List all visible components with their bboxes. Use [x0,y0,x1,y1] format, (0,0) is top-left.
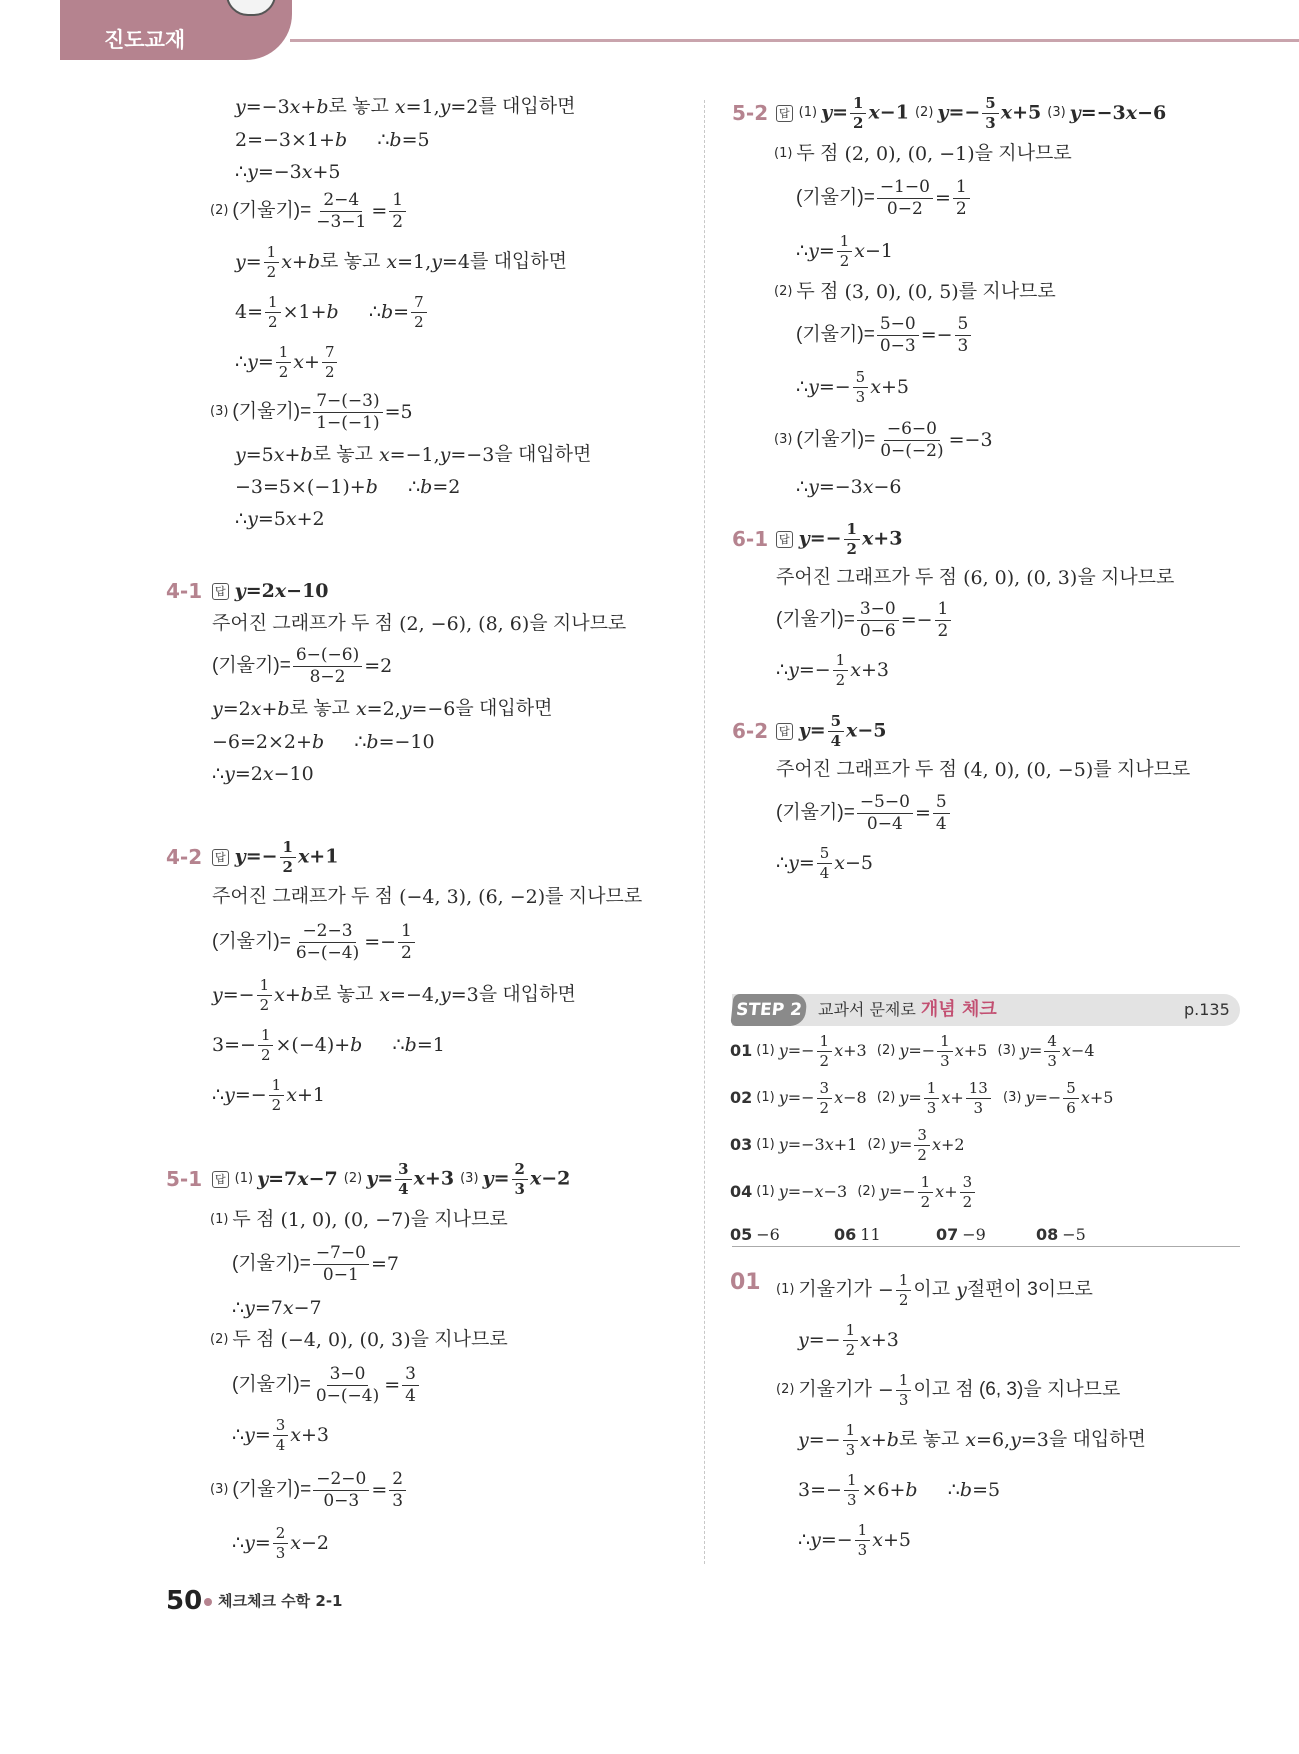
math-line: ∴ y =−3 x −6 [796,476,902,498]
short-answer-row: 02 (1) y =− 3 2 x −8 (2) y = 1 3 x + 13 3 (3) y =− 5 6 x +5 [730,1078,1114,1117]
math-line: ∴ y =2 x −10 [212,763,314,785]
bullet-icon [204,1598,212,1606]
page-reference: p.135 [1184,1000,1230,1019]
answer-line: 답 y=− $\frac{1}{2}$ x+1 [212,842,338,872]
math-line: 3=− 1 2 ×(−4)+ b ∴ b =1 [212,1025,445,1064]
math-line: (기울기)= $\frac{3-0}{0-6}$ =− 1 2 [776,605,953,635]
answer-line: 답 (1) y=7x−7 (2) y= $\frac{3}{4}$ x+3 (3) y= $\frac{2}{3}$ x−2 [212,1164,570,1194]
short-answer-row: 01 (1) y =− 1 2 x +3 (2) y =− 1 3 x +5 (3) y = 4 3 x −4 [730,1031,1095,1070]
answer-badge: 답 [212,583,229,600]
page-number: 50 [166,1586,203,1616]
math-line: y =− 1 2 x + b 로 놓고 x =−4, y =3 을 대입하면 [212,975,576,1014]
math-line: y =5 x + b 로 놓고 x =−1, y =−3 을 대입하면 [235,444,592,466]
answer-badge: 답 [776,105,793,122]
math-line: (2) (기울기)= $\frac{2-4}{-3-1}$ = 1 2 [210,196,408,226]
math-line: y =−3 x + b 로 놓고 x =1, y =2 를 대입하면 [235,96,576,118]
answer-line: 답 y= $\frac{5}{4}$ x−5 [776,716,887,746]
step-badge: STEP 2 [730,994,807,1026]
math-line: y = 1 2 x + b 로 놓고 x =1, y =4 를 대입하면 [235,242,567,281]
short-answer-row: 06 11 [834,1225,881,1244]
math-line: (기울기)= $\frac{5-0}{0-3}$ =− 5 3 [796,320,973,350]
math-line: ∴ y =7 x −7 [232,1297,322,1319]
section-tab-label: 진도교재 [104,28,186,52]
math-line: −6=2×2+ b ∴ b =−10 [212,731,435,753]
math-line: (기울기)= $\frac{-1-0}{0-2}$ = 1 2 [796,183,972,213]
answer-line: 답 y=2x−10 [212,576,329,606]
math-line: 주어진 그래프가 두 점 (2, −6), (8, 6) 을 지나므로 [212,613,627,635]
math-line: (2) 두 점 (−4, 0), (0, 3) 을 지나므로 [210,1329,508,1351]
math-line: 주어진 그래프가 두 점 (−4, 3), (6, −2) 를 지나므로 [212,886,643,908]
math-line: ∴ y = 1 2 x −1 [796,231,894,270]
answer-badge: 답 [776,531,793,548]
question-number: 5-1 [166,1167,203,1191]
math-line: ∴ y =−3 x +5 [235,161,341,183]
math-line: 4= 1 2 ×1+ b ∴ b = 7 2 [235,297,429,327]
math-line: (3) (기울기)= $\frac{-2-0}{0-3}$ = 2 3 [210,1475,408,1505]
step2-title: 교과서 문제로 개념 체크 [818,999,997,1020]
section-divider [732,1246,1240,1247]
math-line: ∴ y = 1 2 x + 7 2 [235,347,339,377]
question-number: 6-1 [732,527,769,551]
math-line: (1) 두 점 (1, 0), (0, −7) 을 지나므로 [210,1209,508,1231]
short-answer-row: 03 (1) y =−3 x +1 (2) y = 3 2 x +2 [730,1125,965,1164]
math-line: 3=− 1 3 ×6+ b ∴ b =5 [798,1470,1001,1509]
math-line: (1) 두 점 (2, 0), (0, −1) 을 지나므로 [774,143,1072,165]
book-title: 체크체크 수학 2-1 [218,1592,343,1610]
answer-badge: 답 [776,723,793,740]
math-line: (2) 두 점 (3, 0), (0, 5) 를 지나므로 [774,281,1056,303]
answer-badge: 답 [212,1171,229,1188]
math-line: (기울기)= $\frac{-7-0}{0-1}$ =7 [232,1242,399,1285]
math-line: (기울기)= $\frac{-2-3}{6-(-4)}$ =− 1 2 [212,927,417,957]
math-line: y =− 1 3 x + b 로 놓고 x =6, y =3 을 대입하면 [798,1420,1146,1459]
math-line: −3=5×(−1)+ b ∴ b =2 [235,476,461,498]
math-line: ∴ y = 5 4 x −5 [776,843,874,882]
answer-badge: 답 [212,849,229,866]
column-divider [704,100,705,1564]
answer-line: 답 y=− $\frac{1}{2}$ x+3 [776,524,902,554]
math-line: (1) 기울기가 − 1 2 이고 y 절편이 3이므로 [776,1270,1093,1309]
math-line: (3) (기울기)= $\frac{-6-0}{0-(-2)}$ =−3 [774,418,993,461]
math-line: ∴ y =− 1 3 x +5 [798,1520,911,1559]
math-line: (2) 기울기가 − 1 3 이고 점 (6, 3)을 지나므로 [776,1370,1121,1409]
question-number: 4-2 [166,845,203,869]
math-line: 주어진 그래프가 두 점 (6, 0), (0, 3) 을 지나므로 [776,567,1175,589]
math-line: y =− 1 2 x +3 [798,1320,899,1359]
math-line: (기울기)= $\frac{-5-0}{0-4}$ = 5 4 [776,798,952,828]
short-answer-row: 08 −5 [1036,1225,1086,1244]
math-line: (기울기)= $\frac{3-0}{0-(-4)}$ = 3 4 [232,1370,421,1400]
question-number: 4-1 [166,579,203,603]
math-line: ∴ y = 2 3 x −2 [232,1523,330,1562]
short-answer-row: 07 −9 [936,1225,986,1244]
math-line: (기울기)= $\frac{6-(-6)}{8-2}$ =2 [212,644,393,687]
math-line: (3) (기울기)= $\frac{7-(-3)}{1-(-1)}$ =5 [210,390,413,433]
question-number: 6-2 [732,719,769,743]
math-line: ∴ y = 3 4 x +3 [232,1415,330,1454]
answer-line: 답 (1) y= $\frac{1}{2}$ x−1 (2) y=− $\frac{5}{3}$ x+5 (3) y=−3x−6 [776,98,1166,128]
solution-number: 01 [730,1270,761,1295]
header-rule [290,39,1299,42]
math-line: ∴ y =− 1 2 x +3 [776,650,889,689]
math-line: ∴ y =− 5 3 x +5 [796,367,909,406]
math-line: y =2 x + b 로 놓고 x =2, y =−6 을 대입하면 [212,698,553,720]
math-line: 2=−3×1+ b ∴ b =5 [235,129,430,151]
math-line: 주어진 그래프가 두 점 (4, 0), (0, −5) 를 지나므로 [776,759,1191,781]
question-number: 5-2 [732,101,769,125]
math-line: ∴ y =5 x +2 [235,508,325,530]
short-answer-row: 04 (1) y =− x −3 (2) y =− 1 2 x + 3 2 [730,1177,977,1207]
short-answer-row: 05 −6 [730,1225,780,1244]
math-line: ∴ y =− 1 2 x +1 [212,1075,325,1114]
